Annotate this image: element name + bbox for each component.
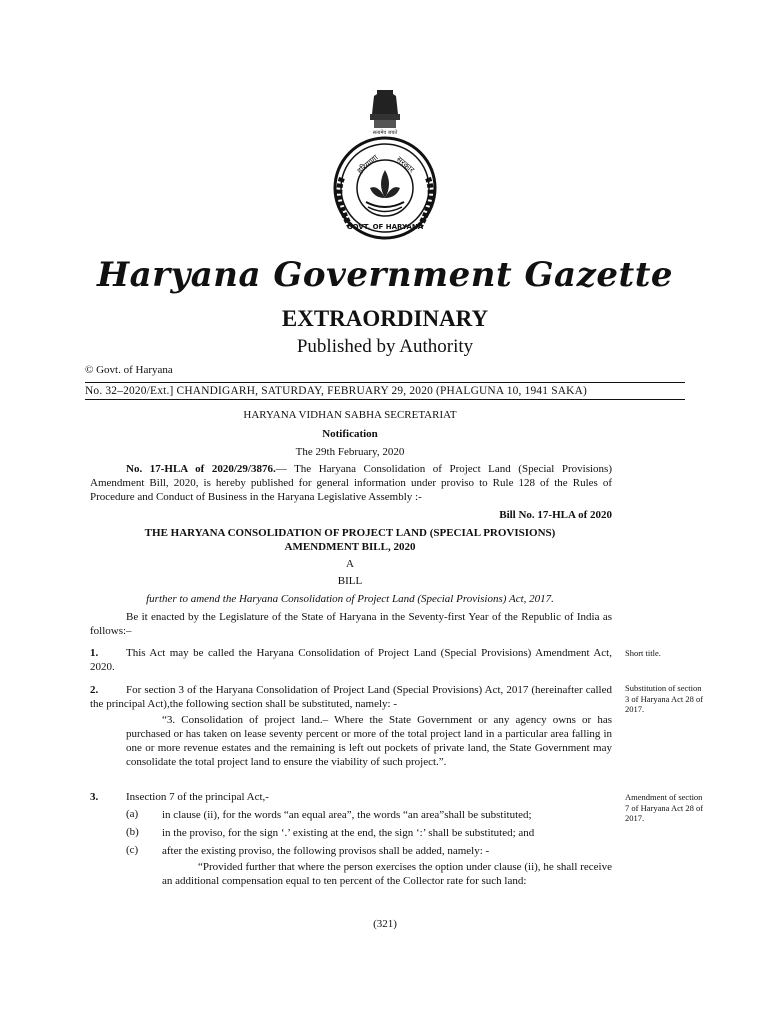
margin-note-short-title: Short title. [625, 648, 661, 658]
item-a-label: (a) [126, 808, 139, 820]
published-by: Published by Authority [296, 336, 474, 357]
notification-ref: No. 17-HLA of 2020/29/3876. [126, 463, 276, 475]
section-2-number: 2. [90, 684, 99, 696]
notification-heading: Notification [322, 428, 378, 440]
section-1-number: 1. [90, 647, 99, 659]
bill-a: A [346, 558, 354, 570]
department: HARYANA VIDHAN SABHA SECRETARIAT [243, 409, 457, 421]
item-c-text: after the existing proviso, the following provisos shall be added, namely: - [162, 845, 490, 857]
margin-note-amendment: Amendment of section 7 of Haryana Act 28 of 2017. [625, 792, 704, 823]
copyright: © Govt. of Haryana [85, 364, 173, 376]
emblem-text-right: सरकार [394, 154, 416, 175]
item-c-label: (c) [126, 844, 139, 856]
bill-purpose: further to amend the Haryana Consolidation of Project Land (Special Provisions) Act, 2017. [146, 593, 554, 605]
section-2-text: For section 3 of the Haryana Consolidation of Project Land (Special Provisions) Act, 2017 (hereinafter called the principal Act),the following section shall be substituted, namely: - [90, 684, 612, 710]
rule-bottom [85, 399, 685, 400]
gazette-title: Haryana Government Gazette [96, 255, 674, 295]
proviso-text: “Provided further that where the person exercises the option under clause (ii), he shall receive an additional compensation equal to ten percent of the Collector rate for such land: [162, 861, 612, 887]
section-2 [90, 683, 612, 711]
item-b-label: (b) [126, 826, 139, 838]
section-1 [90, 646, 612, 674]
haryana-emblem-icon [330, 88, 440, 248]
notification-intro-text: — The Haryana Consolidation of Project Land (Special Provisions) Amendment Bill, 2020, is hereby published for general information under proviso to Rule 128 of the Rules of Procedure and Conduct of Business in the Haryana Legislative Assembly :- [90, 463, 612, 503]
emblem-motto: सत्यमेव जयते [372, 130, 398, 136]
issue-line: No. 32–2020/Ext.] CHANDIGARH, SATURDAY, FEBRUARY 29, 2020 (PHALGUNA 10, 1941 SAKA) [85, 385, 588, 397]
emblem-text-left: हरियाणा [355, 153, 380, 176]
emblem-text-bottom: GOVT. OF HARYANA [346, 223, 424, 231]
bill-title-line-1: THE HARYANA CONSOLIDATION OF PROJECT LAND (SPECIAL PROVISIONS) [144, 527, 556, 539]
section-3-number: 3. [90, 791, 99, 803]
item-b-text: in the proviso, for the sign ‘.’ existing at the end, the sign ‘:’ shall be substituted; and [162, 827, 535, 839]
bill-number: Bill No. 17-HLA of 2020 [499, 509, 612, 521]
bill-label: BILL [337, 575, 363, 587]
item-a-text: in clause (ii), for the words “an equal area”, the words “an area”shall be substituted; [162, 809, 532, 821]
page-number: (321) [373, 918, 397, 930]
gazette-subtitle: EXTRAORDINARY [281, 306, 489, 331]
rule-top [85, 382, 685, 383]
section-3-text: Insection 7 of the principal Act,- [126, 791, 269, 803]
notification-date: The 29th February, 2020 [295, 446, 405, 458]
notification-intro [90, 462, 612, 504]
section-2-quote: “3. Consolidation of project land.– Where the State Government or any agency owns or has purchased or has taken on lease seventy percent or more of the total project land in a particular area falling in one or more revenue estates and the remaining is left out pockets of private land, the State Government may consolidate the total project land to ensure the viability of such project.”. [126, 714, 612, 768]
margin-note-substitution: Substitution of section 3 of Haryana Act 28 of 2017. [625, 683, 704, 714]
section-3 [90, 790, 612, 804]
section-1-text: This Act may be called the Haryana Consolidation of Project Land (Special Provisions) Amendment Act, 2020. [90, 647, 612, 673]
bill-title-line-2: AMENDMENT BILL, 2020 [284, 541, 416, 553]
enacting-clause: Be it enacted by the Legislature of the State of Haryana in the Seventy-first Year of the Republic of India as follows:– [90, 611, 612, 637]
